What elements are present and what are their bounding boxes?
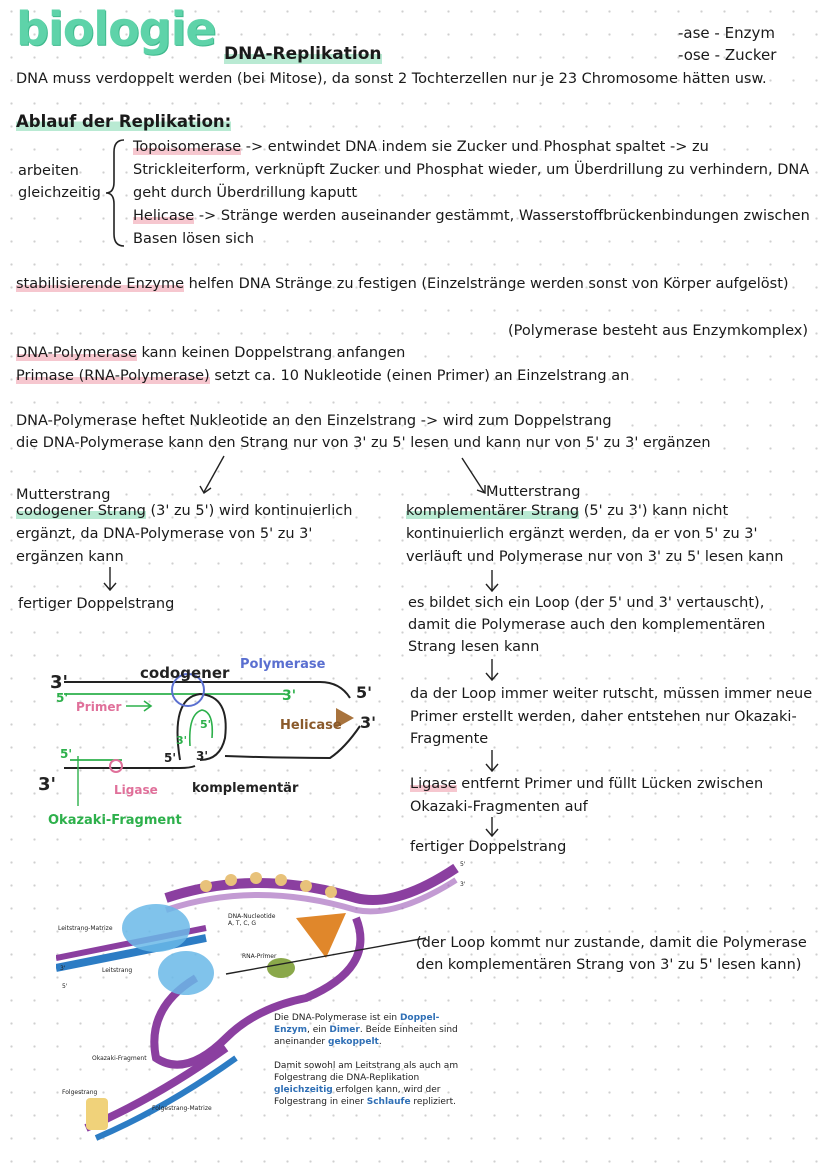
right-text-1: (5' zu 3') kann nicht [579, 503, 729, 519]
caption-text: , ein [307, 1025, 330, 1035]
end-label: 3' [38, 774, 57, 795]
end-label: 3' [196, 749, 209, 763]
brace-label-2: gleichzeitig [18, 185, 101, 201]
topo-line-2: Strickleiterform, verknüpft Zucker und Phosphat wieder, um Überdrillung zu verhindern, DNA [133, 162, 810, 178]
right-line-2: kontinuierlich ergänzt werden, da er von 5' zu 3' [406, 526, 758, 542]
figure-caption-1 [274, 1012, 474, 1048]
legend-zucker: -ose - Zucker [678, 46, 777, 64]
poly-text-1: kann keinen Doppelstrang anfangen [136, 345, 406, 361]
down-arrow-icon [482, 748, 502, 774]
komplementaer-label: komplementär [192, 781, 299, 796]
figure-label: Folgestrang [62, 1089, 98, 1096]
figure-label: Okazaki-Fragment [92, 1055, 147, 1062]
poly-line-4: die DNA-Polymerase kann den Strang nur von 3' zu 5' lesen und kann nur von 5' zu 3' ergänzen [16, 435, 711, 451]
end-label: 3' [50, 672, 69, 693]
caption-text: Damit sowohl am Leitstrang als auch am Folgestrang die DNA-Replikation [274, 1061, 459, 1083]
end-label: 5' [200, 718, 212, 731]
end-label: 5' [164, 751, 177, 765]
helicase-line-1 [133, 205, 810, 227]
helicase-label: Helicase [280, 718, 342, 733]
right-step4-text: entfernt Primer und füllt Lücken zwischen [456, 776, 764, 792]
intro-text: DNA muss verdoppelt werden (bei Mitose), da sonst 2 Tochterzellen nur je 23 Chromosome hätten usw. [16, 71, 767, 87]
end-label: 3' [176, 734, 188, 747]
end-label: 3' [360, 713, 377, 732]
left-label: Mutterstrang [16, 487, 111, 503]
end-label: 5' [60, 747, 73, 761]
caption-text: . Beide Einheiten sind aneinander [274, 1025, 458, 1047]
figure-label: 5' [62, 983, 68, 990]
caption-bold: Schlaufe [366, 1097, 411, 1107]
figure-label: Leitstrang [102, 967, 133, 974]
caption-bold: gleichzeitig [274, 1085, 333, 1095]
down-arrow-icon [482, 568, 502, 594]
poly-term: DNA-Polymerase [16, 345, 137, 361]
figure-label: Folgestrang-Matrize [152, 1105, 212, 1112]
end-label: 5' [356, 683, 373, 702]
left-text-1: (3' zu 5') wird kontinuierlich [145, 503, 353, 519]
ablauf-heading: Ablauf der Replikation: [16, 112, 232, 131]
figure-label: RNA-Primer [242, 953, 277, 960]
curly-brace-icon [104, 138, 128, 248]
figure-label: 3' [460, 881, 466, 888]
okazaki-label: Okazaki-Fragment [48, 813, 182, 828]
right-label: Mutterstrang [486, 484, 581, 500]
right-step4-2: Okazaki-Fragmenten auf [410, 799, 588, 815]
left-line-1 [16, 500, 352, 522]
topo-text: -> entwindet DNA indem sie Zucker und Phosphat spaltet -> zu [241, 139, 709, 155]
poly-line-2 [16, 365, 629, 387]
caption-text: . [378, 1037, 382, 1047]
topo-term: Topoisomerase [133, 139, 242, 155]
right-step2-1: es bildet sich ein Loop (der 5' und 3' vertauscht), [408, 595, 765, 611]
stabil-text: helfen DNA Stränge zu festigen (Einzelstränge werden sonst von Körper aufgelöst) [184, 276, 789, 292]
ligase-term: Ligase [410, 776, 457, 792]
codogener-term: codogener Strang [16, 503, 146, 519]
left-line-3: ergänzen kann [16, 549, 124, 565]
down-arrow-icon [100, 565, 120, 593]
right-result: fertiger Doppelstrang [410, 839, 567, 855]
right-step3-2: Primer erstellt werden, daher entstehen nur Okazaki- [410, 709, 797, 725]
legend-enzym: -ase - Enzym [678, 24, 775, 42]
split-arrows-icon [190, 452, 510, 498]
down-arrow-icon [482, 657, 502, 683]
brace-label-1: arbeiten [18, 163, 79, 179]
helicase-line-2: Basen lösen sich [133, 231, 255, 247]
primer-label: Primer [76, 700, 122, 714]
poly-text-2: setzt ca. 10 Nukleotide (einen Primer) an Einzelstrang an [209, 368, 630, 384]
polymerase-label: Polymerase [240, 657, 326, 672]
right-step3-3: Fragmente [410, 731, 489, 747]
topo-line-1 [133, 136, 709, 158]
right-step3-1: da der Loop immer weiter rutscht, müssen immer neue [410, 686, 813, 702]
loop-note-2: den komplementären Strang von 3' zu 5' lesen kann) [416, 957, 802, 973]
caption-bold: gekoppelt [328, 1037, 379, 1047]
caption-text: repliziert. [410, 1097, 457, 1107]
figure-label: Leitstrang-Matrize [58, 925, 113, 932]
caption-text: erfolgen kann, wird der Folgestrang in einer [274, 1085, 441, 1107]
caption-text: Die DNA-Polymerase ist ein [274, 1013, 400, 1023]
poly-line-1 [16, 342, 405, 364]
page-title: biologie [16, 2, 216, 56]
figure-label: 3' [60, 965, 66, 972]
caption-bold: Dimer [329, 1025, 360, 1035]
polymerase-note: (Polymerase besteht aus Enzymkomplex) [508, 323, 809, 339]
right-line-3: verläuft und Polymerase nur von 3' zu 5' lesen kann [406, 549, 784, 565]
right-step2-3: Strang lesen kann [408, 639, 540, 655]
ligase-label: Ligase [114, 783, 158, 797]
helicase-text: -> Stränge werden auseinander gestämmt, Wasserstoffbrückenbindungen zwischen [194, 208, 810, 224]
right-step2-2: damit die Polymerase auch den komplementären [408, 617, 766, 633]
page-subtitle: DNA-Replikation [224, 44, 382, 64]
topo-line-3: geht durch Überdrillung kaputt [133, 185, 358, 201]
primase-term: Primase (RNA-Polymerase) [16, 368, 210, 384]
codogener-label: codogener [140, 664, 230, 682]
figure-caption-2 [274, 1060, 474, 1108]
right-step4-1 [410, 773, 763, 795]
stabil-term: stabilisierende Enzyme [16, 276, 184, 292]
figure-label: DNA-Nucleotide A, T, C, G [228, 913, 276, 927]
end-label: 5' [56, 691, 69, 705]
komplementaer-term: komplementärer Strang [406, 503, 580, 519]
stabil-line [16, 273, 789, 295]
end-label: 3' [282, 688, 297, 704]
caption-bold: Doppel-Enzym [274, 1013, 440, 1035]
poly-line-3: DNA-Polymerase heftet Nukleotide an den Einzelstrang -> wird zum Doppelstrang [16, 413, 612, 429]
replication-sketch [30, 648, 390, 838]
helicase-term: Helicase [133, 208, 195, 224]
loop-note-1: (der Loop kommt nur zustande, damit die Polymerase [416, 935, 807, 951]
right-line-1 [406, 500, 728, 522]
figure-label: 5' [460, 861, 466, 868]
left-result: fertiger Doppelstrang [18, 596, 175, 612]
left-line-2: ergänzt, da DNA-Polymerase von 5' zu 3' [16, 526, 313, 542]
